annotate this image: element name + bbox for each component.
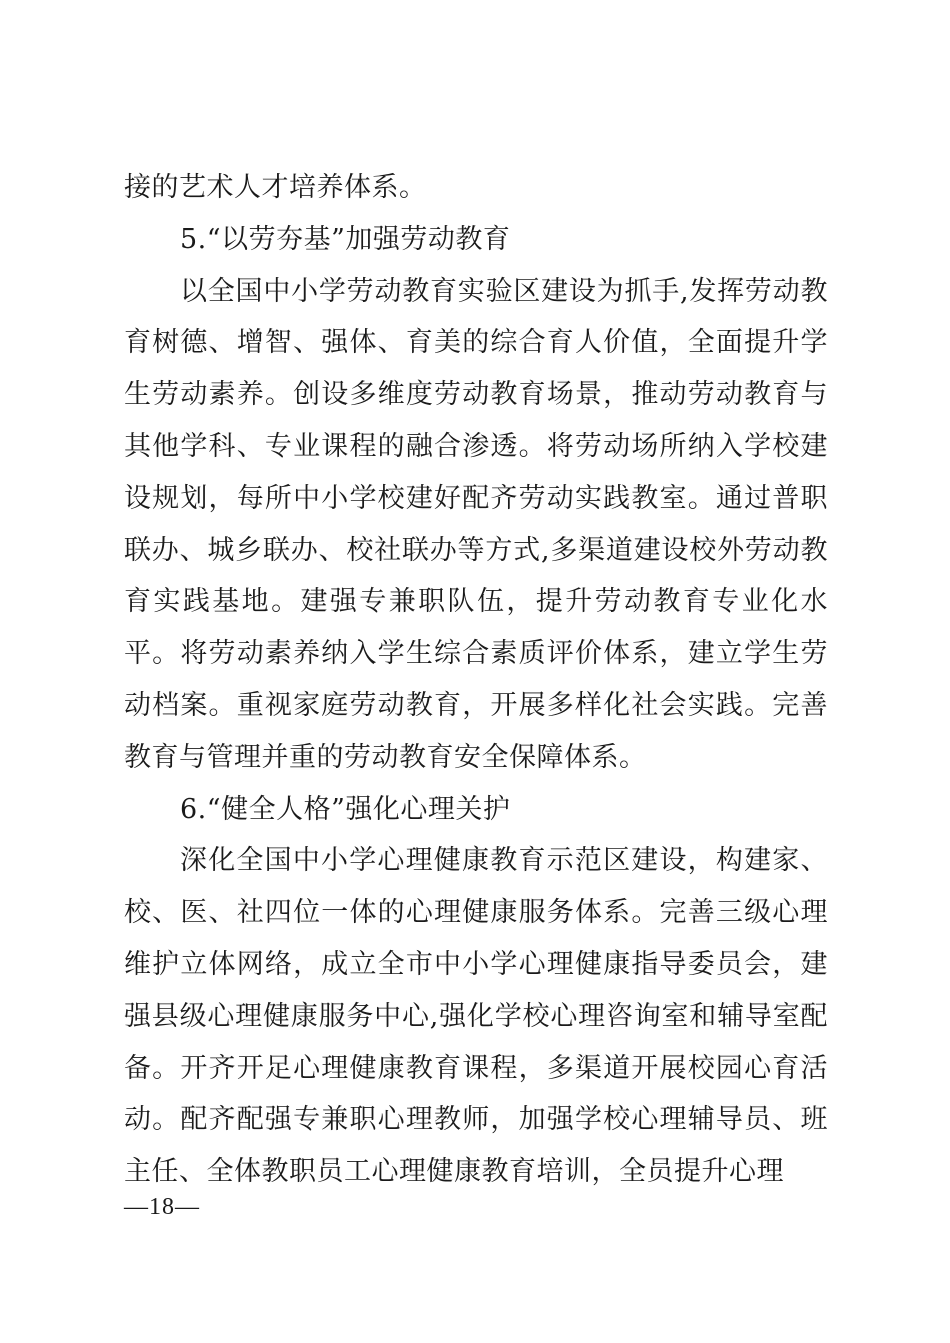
paragraph-mental-health: 深化全国中小学心理健康教育示范区建设，构建家、校、医、社四位一体的心理健康服务体系。完善三级心理维护立体网络，成立全市中小学心理健康指导委员会，建强县级心理健康服务中心,强化学校心理咨询室和辅导室配备。开齐开足心理健康教育课程，多渠道开展校园心育活动。配齐配强专兼职心理教师，加强学校心理辅导员、班主任、全体教职员工心理健康教育培训，全员提升心理 [124, 845, 828, 1188]
section-heading-6: 6.“健全人格”强化心理关护 [180, 793, 511, 825]
paragraph-labor-education: 以全国中小学劳动教育实验区建设为抓手,发挥劳动教育树德、增智、强体、育美的综合育人价值，全面提升学生劳动素养。创设多维度劳动教育场景，推动劳动教育与其他学科、专业课程的融合渗透。将劳动场所纳入学校建设规划，每所中小学校建好配齐劳动实践教室。通过普职联办、城乡联办、校社联办等方式,多渠道建设校外劳动教育实践基地。建强专兼职队伍，提升劳动教育专业化水平。将劳动素养纳入学生综合素质评价体系，建立学生劳动档案。重视家庭劳动教育，开展多样化社会实践。完善教育与管理并重的劳动教育安全保障体系。 [124, 275, 828, 773]
page-number: —18— [124, 1194, 200, 1220]
paragraph-continuation: 接的艺术人才培养体系。 [124, 172, 427, 203]
section-heading-5: 5.“以劳夯基”加强劳动教育 [180, 223, 511, 255]
body-text [124, 162, 828, 1198]
